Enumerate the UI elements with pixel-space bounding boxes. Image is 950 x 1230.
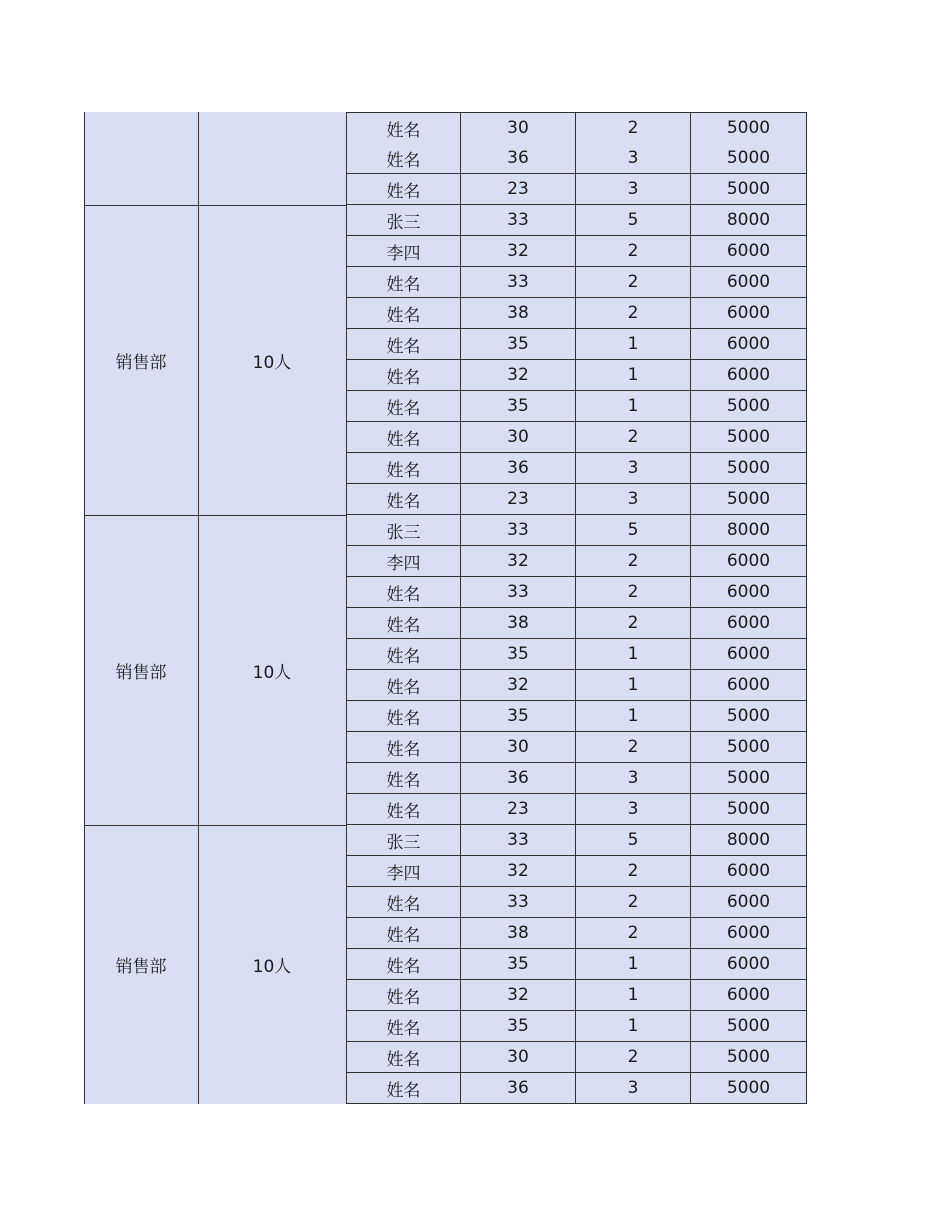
age-cell[interactable]: 32 bbox=[461, 360, 576, 391]
age-cell[interactable]: 36 bbox=[461, 453, 576, 484]
table-row bbox=[346, 980, 807, 1011]
salary-cell[interactable]: 8000 bbox=[691, 205, 807, 236]
table-row bbox=[346, 143, 807, 174]
age-cell[interactable]: 33 bbox=[461, 577, 576, 608]
years-cell[interactable]: 5 bbox=[576, 205, 691, 236]
salary-cell[interactable]: 5000 bbox=[691, 422, 807, 453]
column-divider bbox=[198, 112, 199, 1104]
table-row bbox=[346, 391, 807, 422]
salary-cell[interactable]: 5000 bbox=[691, 174, 807, 205]
department-headcount[interactable]: 10人 bbox=[252, 662, 292, 683]
table-row bbox=[346, 515, 807, 546]
age-cell[interactable]: 35 bbox=[461, 639, 576, 670]
table-row bbox=[346, 856, 807, 887]
age-cell[interactable]: 35 bbox=[461, 949, 576, 980]
age-cell[interactable]: 32 bbox=[461, 856, 576, 887]
age-cell[interactable]: 35 bbox=[461, 701, 576, 732]
salary-cell[interactable]: 6000 bbox=[691, 236, 807, 267]
age-cell[interactable]: 35 bbox=[461, 1011, 576, 1042]
age-cell[interactable]: 33 bbox=[461, 205, 576, 236]
employee-name-cell[interactable]: 姓名 bbox=[346, 360, 461, 391]
department-headcount[interactable]: 10人 bbox=[252, 957, 292, 977]
employee-name-cell[interactable]: 姓名 bbox=[346, 174, 461, 205]
table-row bbox=[346, 112, 807, 143]
age-cell[interactable]: 38 bbox=[461, 608, 576, 639]
years-cell[interactable]: 3 bbox=[576, 453, 691, 484]
employee-name-cell[interactable]: 姓名 bbox=[346, 1073, 461, 1104]
table-row bbox=[346, 453, 807, 484]
salary-cell[interactable]: 5000 bbox=[691, 732, 807, 763]
table-row bbox=[346, 794, 807, 825]
age-cell[interactable]: 35 bbox=[461, 391, 576, 422]
salary-cell[interactable]: 5000 bbox=[691, 1042, 807, 1073]
age-cell[interactable]: 32 bbox=[461, 670, 576, 701]
years-cell[interactable]: 3 bbox=[576, 484, 691, 515]
age-cell[interactable]: 33 bbox=[461, 515, 576, 546]
employee-name-cell[interactable]: 姓名 bbox=[346, 391, 461, 422]
table-row bbox=[346, 329, 807, 360]
table-row bbox=[346, 236, 807, 267]
table-row bbox=[346, 639, 807, 670]
employee-name-cell[interactable]: 姓名 bbox=[346, 701, 461, 732]
table-row bbox=[346, 608, 807, 639]
years-cell[interactable]: 3 bbox=[576, 143, 691, 174]
employee-name-cell[interactable]: 姓名 bbox=[346, 1011, 461, 1042]
section-divider bbox=[84, 825, 346, 826]
years-cell[interactable]: 2 bbox=[576, 918, 691, 949]
age-cell[interactable]: 32 bbox=[461, 546, 576, 577]
salary-cell[interactable]: 6000 bbox=[691, 329, 807, 360]
years-cell[interactable]: 3 bbox=[576, 1073, 691, 1104]
age-cell[interactable]: 36 bbox=[461, 1073, 576, 1104]
salary-cell[interactable]: 5000 bbox=[691, 701, 807, 732]
table-row bbox=[346, 484, 807, 515]
age-cell[interactable]: 23 bbox=[461, 484, 576, 515]
employee-name-cell[interactable]: 姓名 bbox=[346, 298, 461, 329]
salary-cell[interactable]: 5000 bbox=[691, 391, 807, 422]
years-cell[interactable]: 2 bbox=[576, 546, 691, 577]
table-row bbox=[346, 174, 807, 205]
employee-name-cell[interactable]: 李四 bbox=[346, 856, 461, 887]
salary-cell[interactable]: 6000 bbox=[691, 360, 807, 391]
years-cell[interactable]: 1 bbox=[576, 1011, 691, 1042]
salary-cell[interactable]: 6000 bbox=[691, 670, 807, 701]
employee-name-cell[interactable]: 姓名 bbox=[346, 639, 461, 670]
years-cell[interactable]: 2 bbox=[576, 298, 691, 329]
table-row bbox=[346, 701, 807, 732]
age-cell[interactable]: 36 bbox=[461, 763, 576, 794]
age-cell[interactable]: 33 bbox=[461, 825, 576, 856]
table-row bbox=[346, 360, 807, 391]
salary-cell[interactable]: 5000 bbox=[691, 453, 807, 484]
salary-cell[interactable]: 8000 bbox=[691, 825, 807, 856]
years-cell[interactable]: 2 bbox=[576, 236, 691, 267]
salary-cell[interactable]: 5000 bbox=[691, 763, 807, 794]
section-divider bbox=[84, 205, 346, 206]
years-cell[interactable]: 1 bbox=[576, 949, 691, 980]
section-divider bbox=[84, 515, 346, 516]
table-row bbox=[346, 825, 807, 856]
table-row bbox=[346, 298, 807, 329]
years-cell[interactable]: 2 bbox=[576, 608, 691, 639]
salary-cell[interactable]: 6000 bbox=[691, 980, 807, 1011]
age-cell[interactable]: 33 bbox=[461, 887, 576, 918]
employee-name-cell[interactable]: 姓名 bbox=[346, 732, 461, 763]
employee-name-cell[interactable]: 姓名 bbox=[346, 1042, 461, 1073]
age-cell[interactable]: 36 bbox=[461, 143, 576, 174]
department-headcount[interactable]: 10人 bbox=[252, 352, 292, 373]
table-row bbox=[346, 267, 807, 298]
age-cell[interactable]: 30 bbox=[461, 732, 576, 763]
table-row bbox=[346, 1042, 807, 1073]
years-cell[interactable]: 2 bbox=[576, 856, 691, 887]
table-row bbox=[346, 763, 807, 794]
age-cell[interactable]: 30 bbox=[461, 1042, 576, 1073]
salary-cell[interactable]: 6000 bbox=[691, 949, 807, 980]
employee-name-cell[interactable]: 姓名 bbox=[346, 577, 461, 608]
table-row bbox=[346, 577, 807, 608]
years-cell[interactable]: 3 bbox=[576, 794, 691, 825]
salary-cell[interactable]: 5000 bbox=[691, 113, 807, 144]
years-cell[interactable]: 2 bbox=[576, 267, 691, 298]
years-cell[interactable]: 5 bbox=[576, 825, 691, 856]
age-cell[interactable]: 30 bbox=[461, 113, 576, 144]
age-cell[interactable]: 30 bbox=[461, 422, 576, 453]
years-cell[interactable]: 1 bbox=[576, 639, 691, 670]
years-cell[interactable]: 1 bbox=[576, 701, 691, 732]
salary-cell[interactable]: 5000 bbox=[691, 484, 807, 515]
employee-name-cell[interactable]: 李四 bbox=[346, 236, 461, 267]
employee-name-cell[interactable]: 李四 bbox=[346, 546, 461, 577]
salary-cell[interactable]: 6000 bbox=[691, 887, 807, 918]
department-name[interactable]: 销售部 bbox=[115, 352, 167, 373]
employee-name-cell[interactable]: 张三 bbox=[346, 825, 461, 856]
years-cell[interactable]: 3 bbox=[576, 763, 691, 794]
age-cell[interactable]: 33 bbox=[461, 267, 576, 298]
employee-name-cell[interactable]: 姓名 bbox=[346, 453, 461, 484]
years-cell[interactable]: 1 bbox=[576, 360, 691, 391]
salary-cell[interactable]: 6000 bbox=[691, 639, 807, 670]
years-cell[interactable]: 2 bbox=[576, 887, 691, 918]
salary-cell[interactable]: 5000 bbox=[691, 1011, 807, 1042]
salary-cell[interactable]: 5000 bbox=[691, 794, 807, 825]
years-cell[interactable]: 1 bbox=[576, 329, 691, 360]
employee-name-cell[interactable]: 姓名 bbox=[346, 670, 461, 701]
department-name[interactable]: 销售部 bbox=[115, 957, 167, 977]
years-cell[interactable]: 2 bbox=[576, 113, 691, 144]
age-cell[interactable]: 32 bbox=[461, 980, 576, 1011]
employee-name-cell[interactable]: 张三 bbox=[346, 205, 461, 236]
employee-name-cell[interactable]: 姓名 bbox=[346, 887, 461, 918]
employee-name-cell[interactable]: 姓名 bbox=[346, 949, 461, 980]
employee-name-cell[interactable]: 姓名 bbox=[346, 267, 461, 298]
table-row bbox=[346, 918, 807, 949]
employee-name-cell[interactable]: 姓名 bbox=[346, 329, 461, 360]
table-row bbox=[346, 732, 807, 763]
table-row bbox=[346, 1073, 807, 1104]
years-cell[interactable]: 1 bbox=[576, 670, 691, 701]
employee-name-cell[interactable]: 姓名 bbox=[346, 113, 461, 144]
age-cell[interactable]: 23 bbox=[461, 794, 576, 825]
department-name[interactable] bbox=[84, 112, 198, 205]
department-headcount[interactable] bbox=[198, 112, 346, 205]
years-cell[interactable]: 5 bbox=[576, 515, 691, 546]
employee-name-cell[interactable]: 张三 bbox=[346, 515, 461, 546]
years-cell[interactable]: 1 bbox=[576, 980, 691, 1011]
employee-name-cell[interactable]: 姓名 bbox=[346, 422, 461, 453]
table-row bbox=[346, 887, 807, 918]
years-cell[interactable]: 2 bbox=[576, 422, 691, 453]
salary-cell[interactable]: 6000 bbox=[691, 267, 807, 298]
employee-name-cell[interactable]: 姓名 bbox=[346, 794, 461, 825]
employee-name-cell[interactable]: 姓名 bbox=[346, 484, 461, 515]
years-cell[interactable]: 3 bbox=[576, 174, 691, 205]
employee-name-cell[interactable]: 姓名 bbox=[346, 608, 461, 639]
salary-cell[interactable]: 6000 bbox=[691, 298, 807, 329]
salary-cell[interactable]: 5000 bbox=[691, 1073, 807, 1104]
age-cell[interactable]: 38 bbox=[461, 918, 576, 949]
table-row bbox=[346, 422, 807, 453]
salary-cell[interactable]: 6000 bbox=[691, 546, 807, 577]
years-cell[interactable]: 2 bbox=[576, 1042, 691, 1073]
table-row bbox=[346, 205, 807, 236]
left-border bbox=[84, 112, 85, 1104]
salary-cell[interactable]: 8000 bbox=[691, 515, 807, 546]
age-cell[interactable]: 35 bbox=[461, 329, 576, 360]
salary-cell[interactable]: 5000 bbox=[691, 143, 807, 174]
age-cell[interactable]: 23 bbox=[461, 174, 576, 205]
employee-name-cell[interactable]: 姓名 bbox=[346, 918, 461, 949]
table-row bbox=[346, 949, 807, 980]
department-name[interactable]: 销售部 bbox=[115, 662, 167, 683]
years-cell[interactable]: 2 bbox=[576, 732, 691, 763]
age-cell[interactable]: 32 bbox=[461, 236, 576, 267]
salary-cell[interactable]: 6000 bbox=[691, 918, 807, 949]
employee-name-cell[interactable]: 姓名 bbox=[346, 763, 461, 794]
years-cell[interactable]: 2 bbox=[576, 577, 691, 608]
salary-cell[interactable]: 6000 bbox=[691, 856, 807, 887]
salary-cell[interactable]: 6000 bbox=[691, 608, 807, 639]
table-row bbox=[346, 670, 807, 701]
age-cell[interactable]: 38 bbox=[461, 298, 576, 329]
table-row bbox=[346, 546, 807, 577]
salary-cell[interactable]: 6000 bbox=[691, 577, 807, 608]
employee-name-cell[interactable]: 姓名 bbox=[346, 980, 461, 1011]
years-cell[interactable]: 1 bbox=[576, 391, 691, 422]
table-row bbox=[346, 1011, 807, 1042]
employee-name-cell[interactable]: 姓名 bbox=[346, 143, 461, 174]
